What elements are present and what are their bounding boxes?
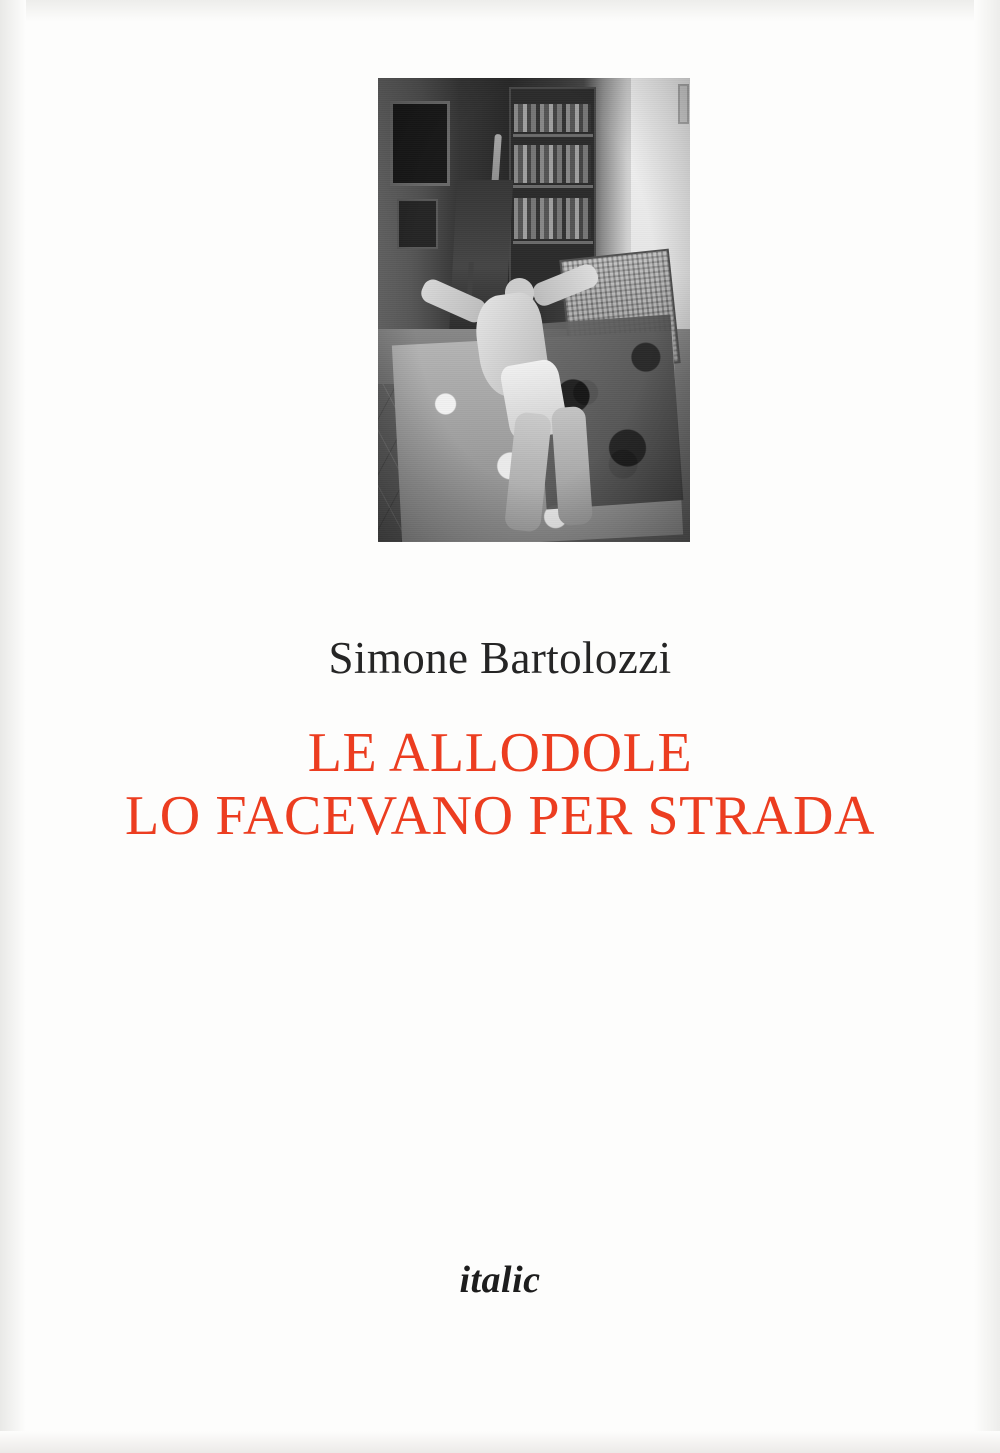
book-title (0, 722, 1000, 847)
author-name: Simone Bartolozzi (328, 633, 672, 683)
page-edge-top (0, 0, 1000, 22)
photo-grain (378, 78, 690, 542)
page-edge-bottom (0, 1431, 1000, 1453)
cover-photograph (378, 78, 690, 542)
title-line-1: LE ALLODOLE (307, 722, 693, 784)
title-line-2: LO FACEVANO PER STRADA (124, 784, 876, 847)
photo-scene (378, 78, 690, 542)
publisher-logo: italic (459, 1259, 541, 1301)
